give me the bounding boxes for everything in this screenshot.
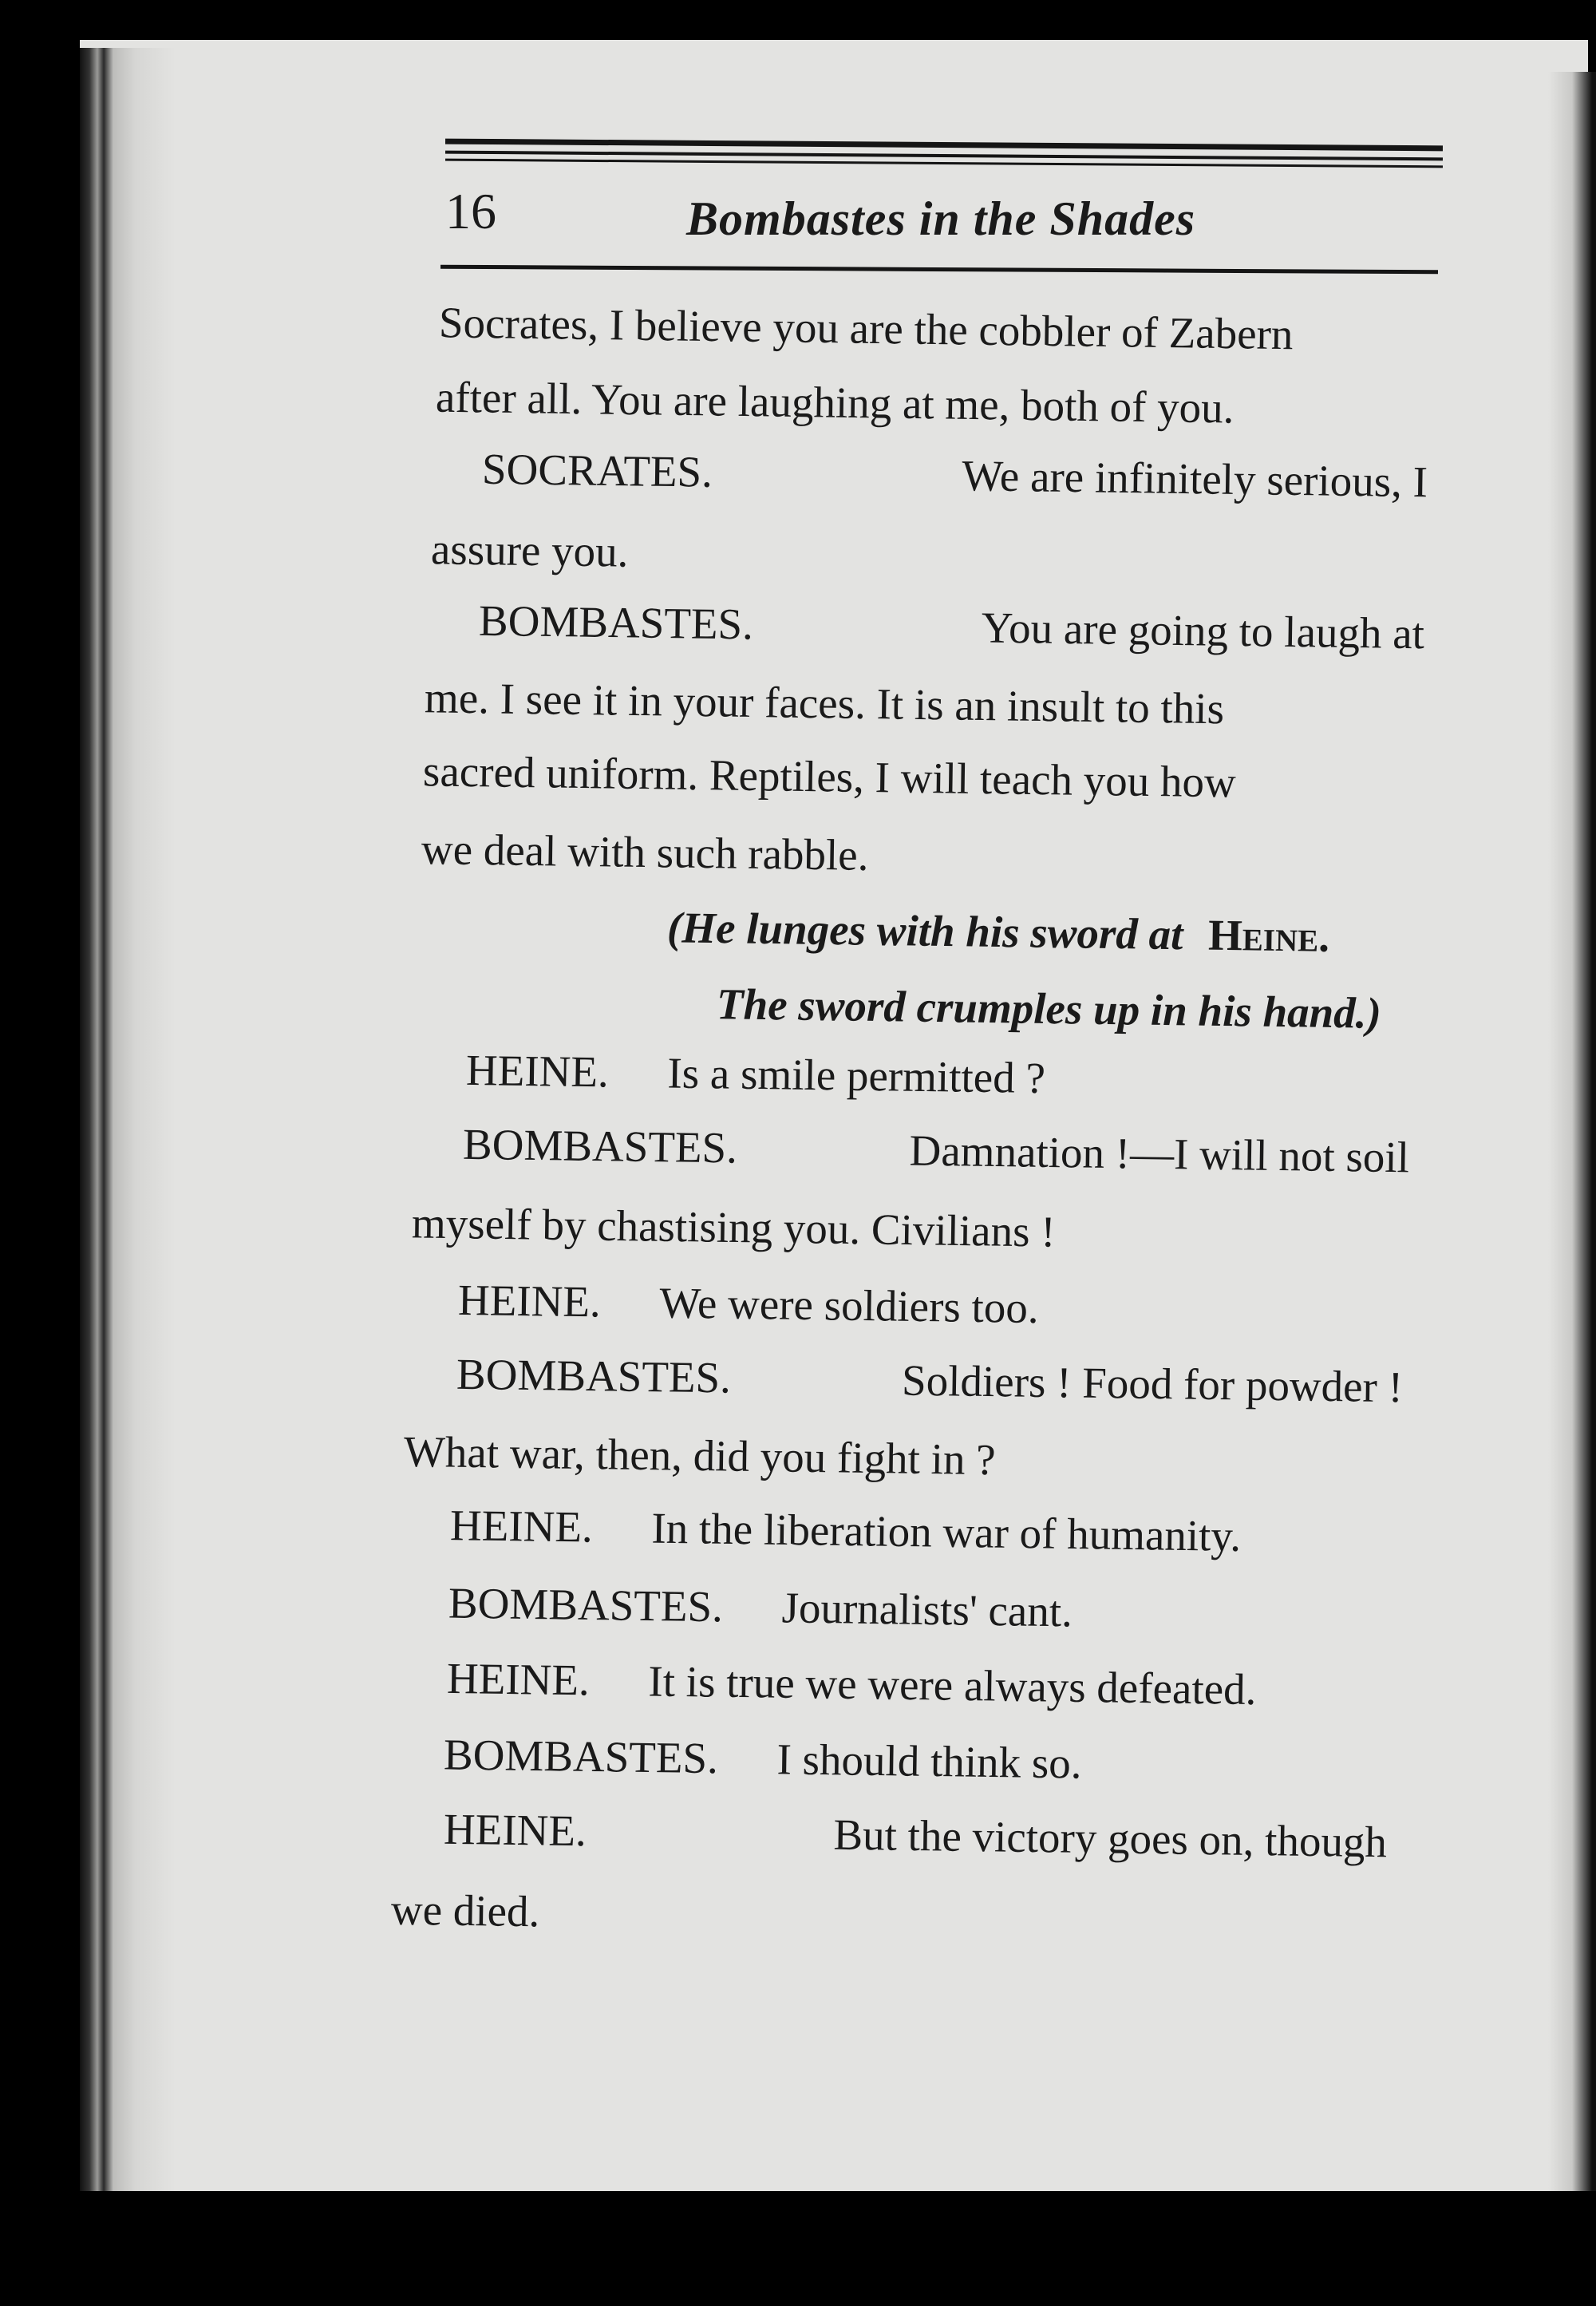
running-title: Bombastes in the Shades bbox=[686, 192, 1196, 245]
speaker-name: HEINE. bbox=[449, 1501, 594, 1552]
text-line: we deal with such rabble. bbox=[421, 825, 869, 880]
speech-text: Journalists' cant. bbox=[781, 1583, 1073, 1636]
speech-line bbox=[446, 1653, 1257, 1715]
page-binding-edge bbox=[80, 48, 176, 2203]
speaker-name: BOMBASTES. bbox=[462, 1119, 738, 1173]
text-line: myself by chastising you. Civilians ! bbox=[411, 1198, 1056, 1256]
speaker-name: HEINE. bbox=[465, 1045, 610, 1097]
text-line: What war, then, did you fight in ? bbox=[403, 1426, 997, 1485]
speaker-name: BOMBASTES. bbox=[443, 1730, 719, 1783]
character-name: Heine. bbox=[1207, 910, 1330, 961]
speech-text: Soldiers ! Food for powder ! bbox=[901, 1355, 1404, 1412]
speaker-name: BOMBASTES. bbox=[448, 1578, 724, 1632]
speech-line bbox=[448, 1578, 1073, 1636]
page-number: 16 bbox=[445, 183, 496, 239]
speaker-name: BOMBASTES. bbox=[478, 595, 754, 649]
speech-text: In the liberation war of humanity. bbox=[651, 1503, 1242, 1560]
page-bottom-edge bbox=[80, 2191, 1596, 2306]
speaker-name: SOCRATES. bbox=[481, 444, 713, 496]
stage-direction: The sword crumples up in his hand.) bbox=[716, 979, 1382, 1038]
text-line: after all. You are laughing at me, both of you. bbox=[435, 372, 1235, 433]
speech-text: Is a smile permitted ? bbox=[667, 1048, 1046, 1103]
speech-line bbox=[443, 1730, 1082, 1788]
speaker-name: HEINE. bbox=[457, 1275, 602, 1327]
speech-text: We are infinitely serious, I bbox=[961, 451, 1428, 507]
text-line: sacred uniform. Reptiles, I will teach you how bbox=[422, 746, 1237, 807]
book-page bbox=[80, 40, 1588, 2195]
stage-direction: (He lunges with his sword at Heine. bbox=[666, 903, 1330, 961]
speech-text: We were soldiers too. bbox=[659, 1278, 1039, 1333]
speech-text: You are going to laugh at bbox=[981, 603, 1425, 659]
speaker-name: HEINE. bbox=[446, 1653, 591, 1705]
text-line: assure you. bbox=[430, 524, 629, 576]
text-line: Socrates, I believe you are the cobbler of Zabern bbox=[438, 298, 1294, 359]
text-line: we died. bbox=[390, 1885, 540, 1936]
speech-text: I should think so. bbox=[776, 1734, 1082, 1788]
speaker-name: HEINE. bbox=[443, 1804, 587, 1856]
speech-text: It is true we were always defeated. bbox=[648, 1656, 1257, 1715]
speaker-name: BOMBASTES. bbox=[456, 1349, 732, 1402]
text-line: me. I see it in your faces. It is an insult to this bbox=[424, 673, 1225, 734]
speech-text: Damnation !—I will not soil bbox=[909, 1125, 1410, 1182]
page-right-edge bbox=[1548, 72, 1596, 2227]
speech-line bbox=[457, 1275, 1039, 1333]
speech-line bbox=[465, 1045, 1046, 1103]
speech-line bbox=[450, 1503, 1242, 1558]
speech-text: But the victory goes on, though bbox=[833, 1810, 1388, 1867]
